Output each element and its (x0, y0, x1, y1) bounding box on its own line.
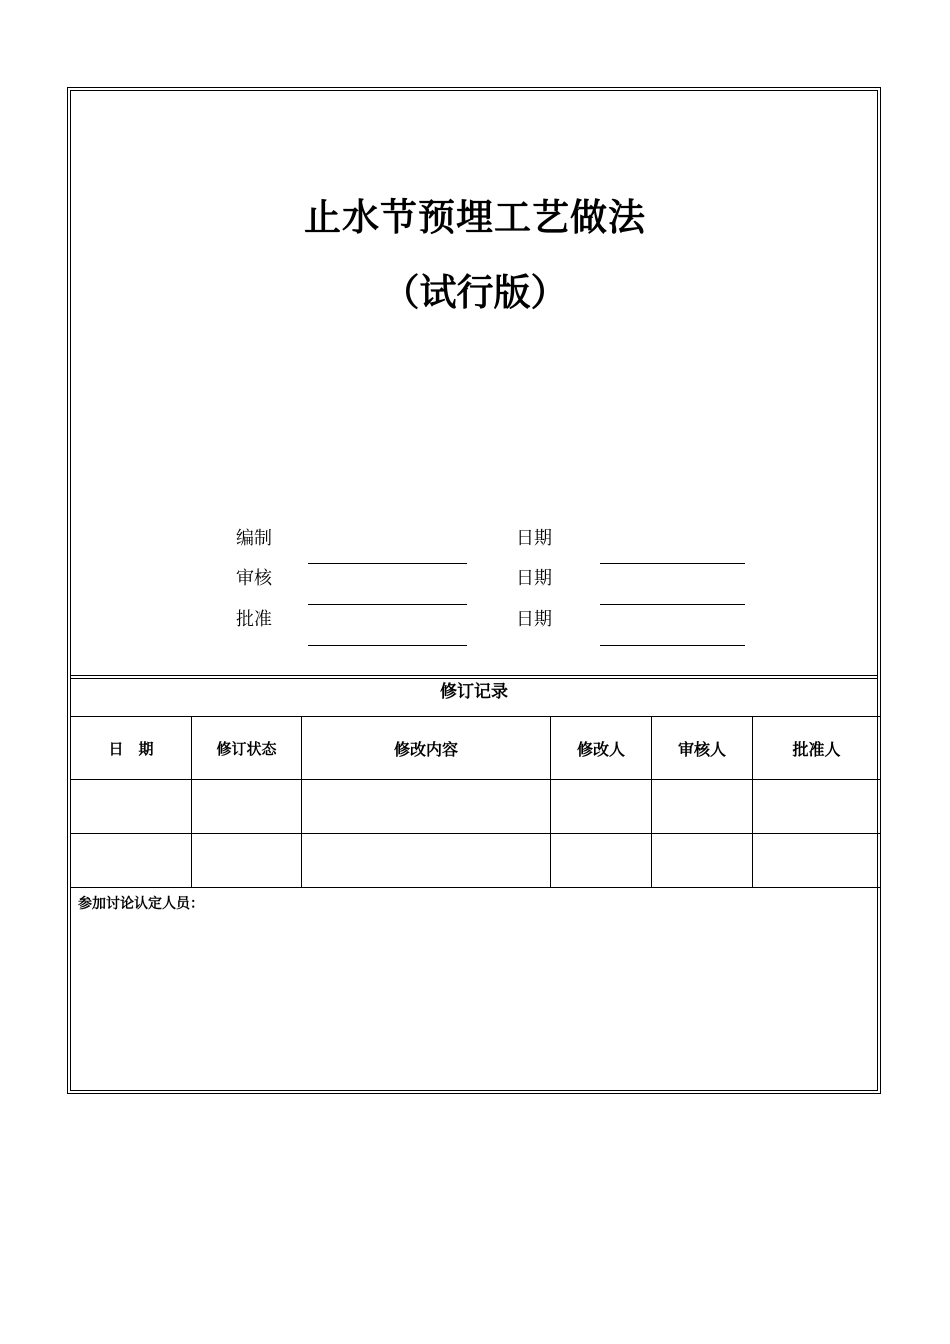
signoff-name-line[interactable] (308, 645, 467, 646)
header-approver: 批准人 (753, 717, 881, 780)
signoff-date-label: 日期 (516, 528, 552, 549)
document-subtitle: （试行版） (382, 271, 568, 314)
table-cell[interactable] (753, 834, 881, 888)
document-title: 止水节预埋工艺做法 (304, 196, 646, 239)
signoff-date-line[interactable] (600, 604, 745, 605)
signoff-name-line[interactable] (308, 563, 467, 564)
table-cell[interactable] (652, 834, 753, 888)
table-cell[interactable] (753, 780, 881, 834)
signoff-name-line[interactable] (308, 604, 467, 605)
table-cell[interactable] (551, 834, 652, 888)
header-modifier: 修改人 (551, 717, 652, 780)
table-cell[interactable] (652, 780, 753, 834)
table-cell[interactable] (192, 780, 302, 834)
revision-record-title: 修订记录 (440, 682, 508, 702)
table-cell[interactable] (192, 834, 302, 888)
section-divider (70, 675, 878, 676)
signoff-date-label: 日期 (516, 609, 552, 630)
table-header-row (71, 717, 881, 780)
table-row (71, 780, 881, 834)
table-cell[interactable] (71, 780, 192, 834)
signoff-role-label: 编制 (236, 528, 272, 549)
table-cell[interactable] (551, 780, 652, 834)
signoff-role-label: 审核 (236, 568, 272, 589)
signoff-date-line[interactable] (600, 563, 745, 564)
header-date: 日 期 (71, 717, 192, 780)
table-cell[interactable] (71, 834, 192, 888)
table-cell[interactable] (302, 834, 551, 888)
signoff-date-line[interactable] (600, 645, 745, 646)
header-change-content: 修改内容 (302, 717, 551, 780)
header-reviewer: 审核人 (652, 717, 753, 780)
table-row (71, 834, 881, 888)
signoff-date-label: 日期 (516, 568, 552, 589)
table-cell[interactable] (302, 780, 551, 834)
header-revision-status: 修订状态 (192, 717, 302, 780)
signoff-role-label: 批准 (236, 609, 272, 630)
discussion-participants-label: 参加讨论认定人员： (78, 896, 204, 912)
revision-table (70, 716, 881, 888)
